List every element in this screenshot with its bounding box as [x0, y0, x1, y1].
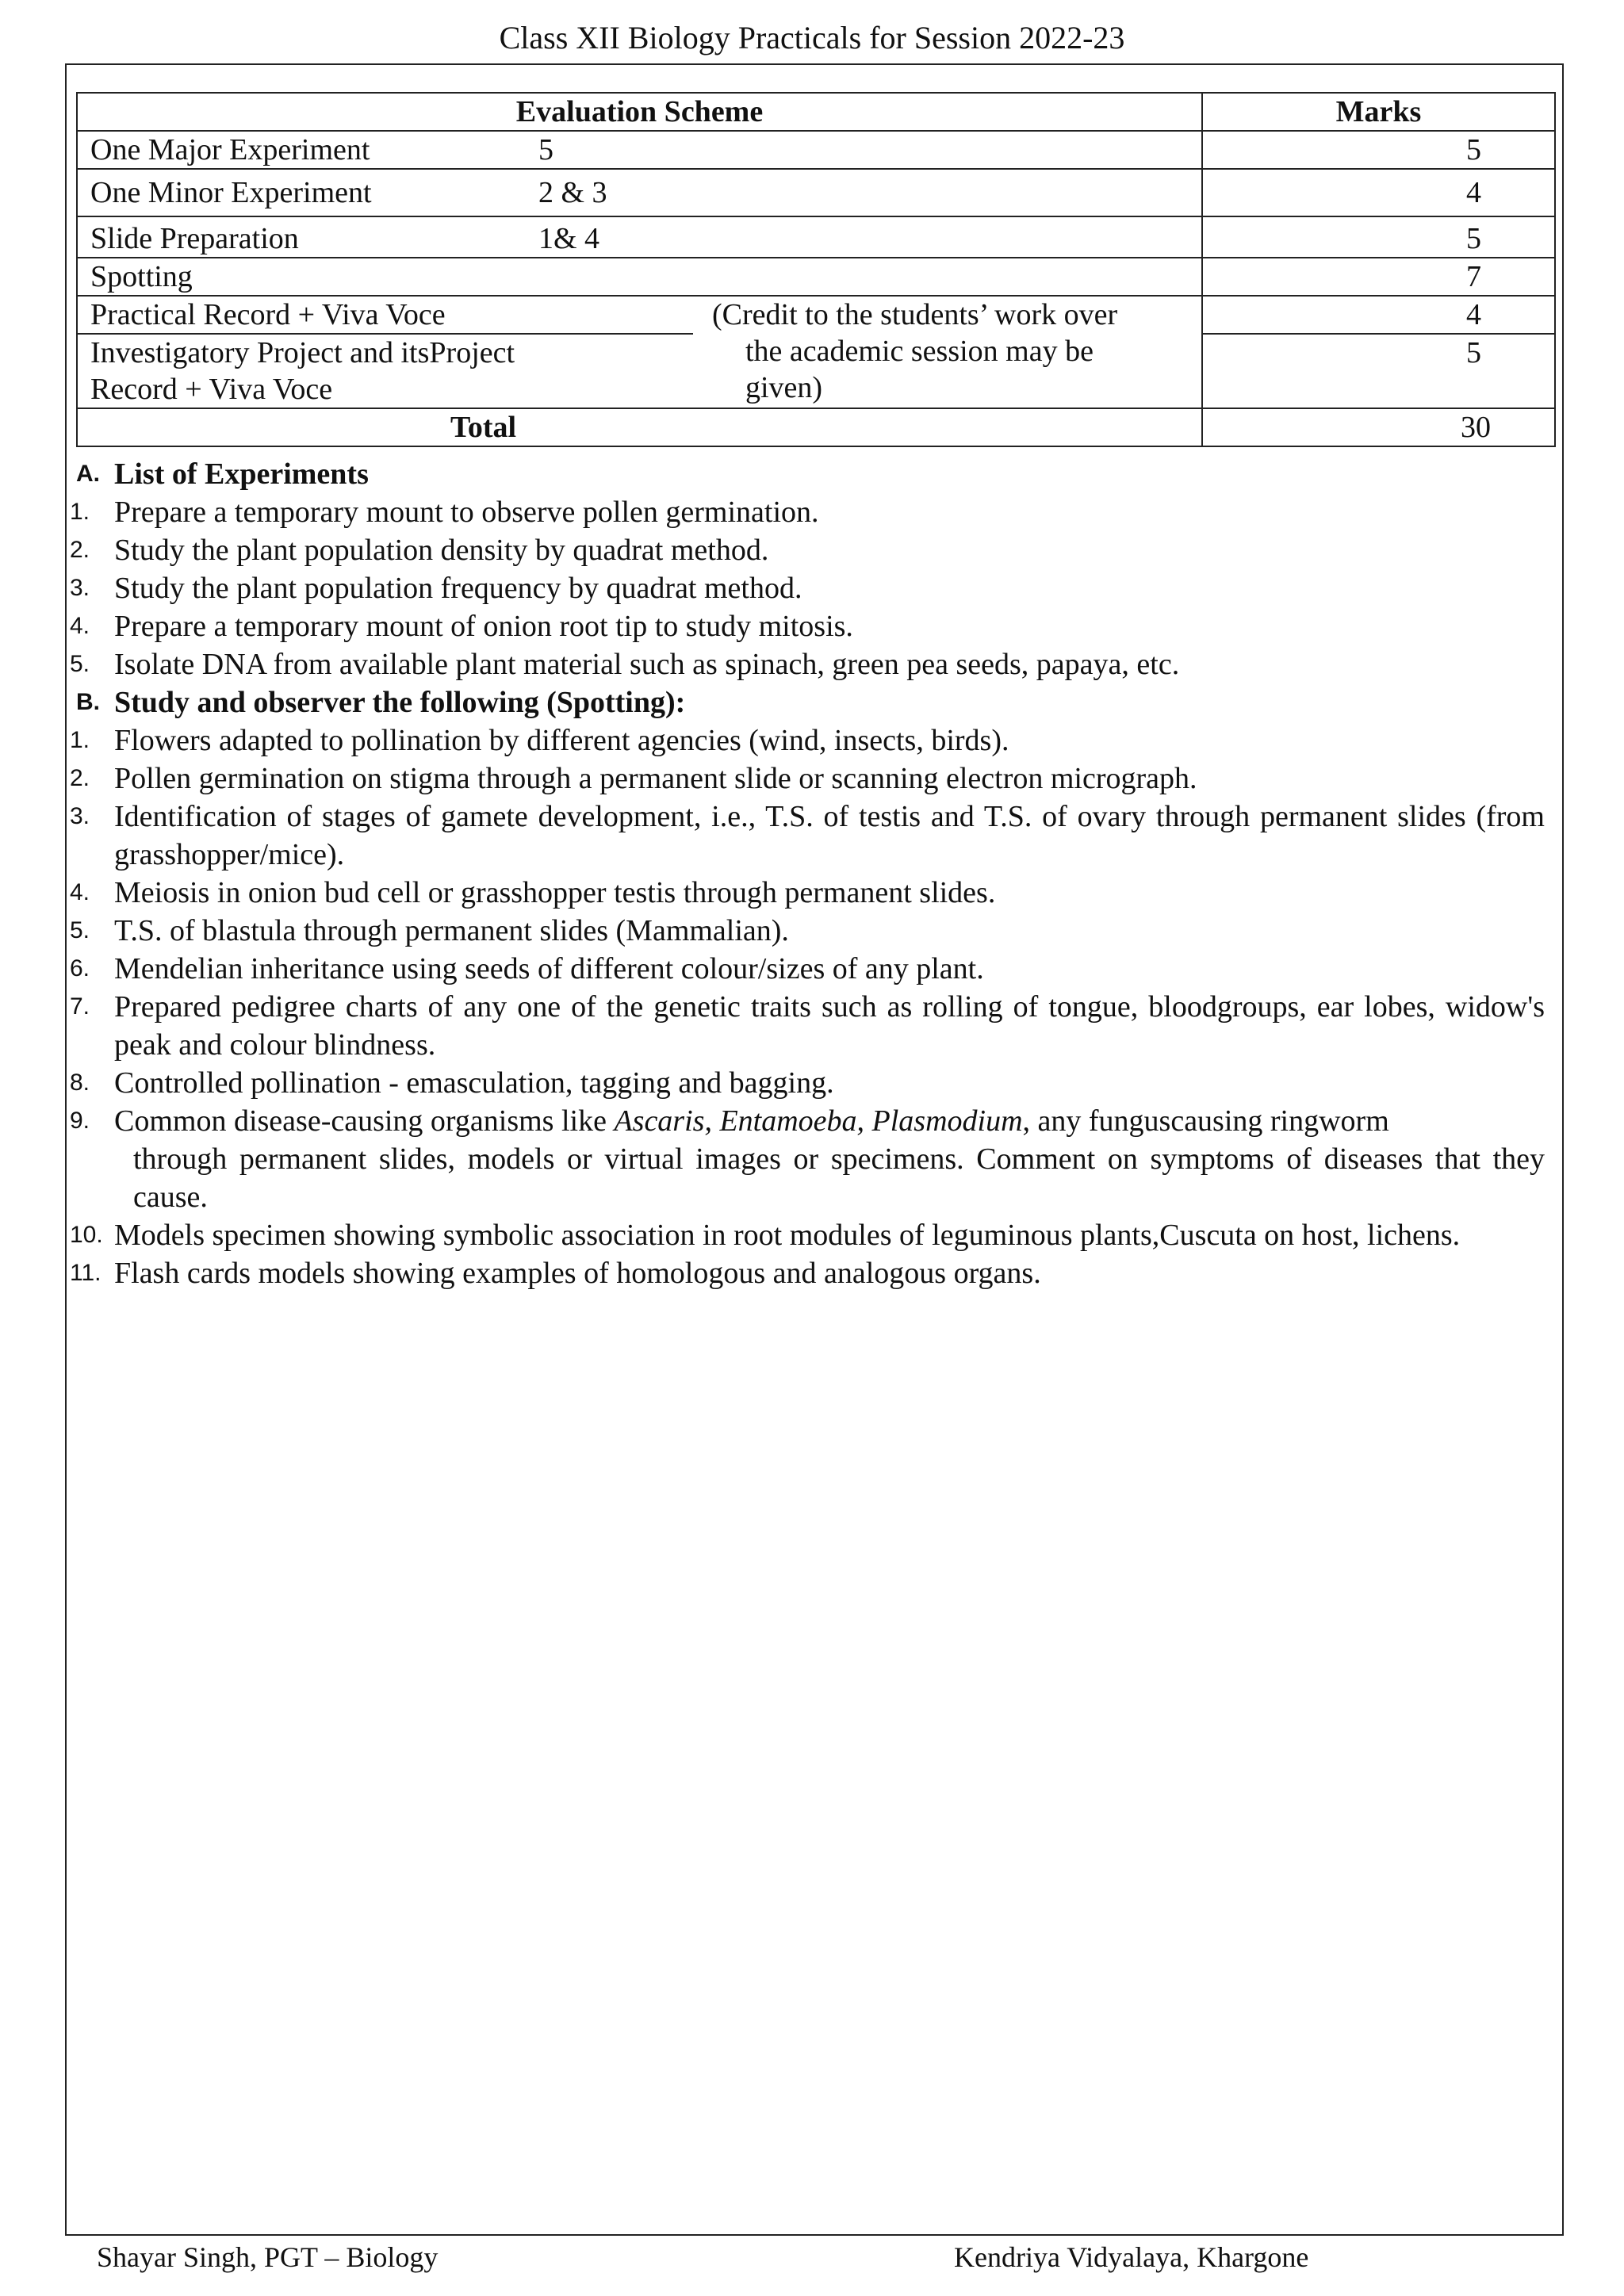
credit-note-line-1: (Credit to the students’ work over — [712, 298, 1118, 331]
item-text: T.S. of blastula through permanent slides (Mammalian). — [114, 914, 789, 947]
list-item — [70, 569, 1545, 607]
item-number: 8. — [70, 1070, 90, 1096]
table-row-record-project — [77, 296, 1555, 408]
item-number: 5. — [70, 917, 90, 943]
item-text: Mendelian inheritance using seeds of different colour/sizes of any plant. — [114, 952, 984, 985]
row-label: One Major Experiment — [90, 133, 370, 166]
item-text: Models specimen showing symbolic association in root modules of leguminous plants,Cuscuta on host, lichens. — [114, 1219, 1461, 1252]
total-marks: 30 — [1202, 408, 1555, 446]
credit-note-line-3: given) — [745, 371, 823, 404]
item-text: Prepared pedigree charts of any one of the genetic traits such as rolling of tongue, bloodgroups, ear lobes, widow's peak and colour blindness. — [114, 990, 1545, 1062]
item-number: 4. — [70, 879, 90, 905]
list-item — [70, 645, 1545, 683]
item-number: 2. — [70, 765, 90, 791]
item-number: 3. — [70, 575, 90, 601]
section-a-heading — [70, 455, 1545, 493]
item-text: Study the plant population frequency by quadrat method. — [114, 572, 802, 605]
list-item — [70, 874, 1545, 912]
item-text: Controlled pollination - emasculation, tagging and bagging. — [114, 1066, 834, 1100]
list-item — [70, 950, 1545, 988]
list-item — [70, 493, 1545, 531]
section-letter: B. — [76, 689, 100, 715]
item-number: 7. — [70, 993, 90, 1020]
list-item — [70, 1102, 1545, 1216]
credit-note-line-2: the academic session may be — [745, 335, 1094, 368]
list-item — [70, 721, 1545, 760]
credit-note — [712, 297, 1156, 406]
item-number: 2. — [70, 537, 90, 563]
section-b-heading — [70, 683, 1545, 721]
total-label: Total — [77, 408, 1202, 446]
record-label: Practical Record + Viva Voce — [78, 297, 693, 335]
item-text: Flash cards models showing examples of homologous and analogous organs. — [114, 1257, 1041, 1290]
marks-header: Marks — [1202, 93, 1555, 131]
list-item — [70, 1216, 1545, 1254]
item-number: 11. — [70, 1260, 102, 1286]
row-experiment: 2 & 3 — [538, 176, 607, 209]
item-number: 1. — [70, 499, 90, 525]
item-text — [114, 1102, 1545, 1216]
item-text: Identification of stages of gamete development, i.e., T.S. of testis and T.S. of ovary through permanent slides (from grasshopper/mice). — [114, 800, 1545, 871]
item-text: Prepare a temporary mount to observe pollen germination. — [114, 496, 819, 529]
list-item — [70, 1254, 1545, 1292]
list-item — [70, 988, 1545, 1064]
item-text-post: , any funguscausing ringworm — [1022, 1104, 1389, 1138]
item-number: 1. — [70, 727, 90, 753]
list-item — [70, 1064, 1545, 1102]
section-title: List of Experiments — [114, 457, 369, 491]
page-title: Class XII Biology Practicals for Session 2022-23 — [499, 20, 1125, 55]
list-item — [70, 760, 1545, 798]
table-row — [77, 131, 1555, 169]
item-text: Pollen germination on stigma through a permanent slide or scanning electron micrograph. — [114, 762, 1197, 795]
item-text: Isolate DNA from available plant material such as spinach, green pea seeds, papaya, etc. — [114, 648, 1180, 681]
item-text: Meiosis in onion bud cell or grasshopper testis through permanent slides. — [114, 876, 996, 909]
list-item — [70, 531, 1545, 569]
table-row — [77, 216, 1555, 258]
row-experiment: 1& 4 — [538, 222, 600, 255]
row-experiment: 5 — [538, 133, 553, 166]
item-text: Study the plant population density by quadrat method. — [114, 534, 769, 567]
item-number: 5. — [70, 651, 90, 677]
project-marks: 5 — [1466, 336, 1481, 369]
content-body — [70, 455, 1545, 1292]
total-row — [77, 408, 1555, 446]
list-item — [70, 798, 1545, 874]
item-text: Prepare a temporary mount of onion root tip to study mitosis. — [114, 610, 853, 643]
list-item — [70, 607, 1545, 645]
item-text-italic-organisms: Ascaris, Entamoeba, Plasmodium — [614, 1104, 1023, 1138]
item-text: Flowers adapted to pollination by different agencies (wind, insects, birds). — [114, 724, 1009, 757]
project-label-line-1: Investigatory Project and itsProject — [90, 336, 515, 369]
item-number: 4. — [70, 613, 90, 639]
project-label-line-2: Record + Viva Voce — [90, 373, 333, 406]
footer-school: Kendriya Vidyalaya, Khargone — [954, 2241, 1309, 2273]
row-marks: 4 — [1202, 169, 1555, 216]
section-letter: A. — [76, 461, 100, 487]
item-text-pre: Common disease-causing organisms like — [114, 1104, 615, 1138]
item-number: 6. — [70, 955, 90, 982]
item-text-continued: through permanent slides, models or virtual images or specimens. Comment on symptoms of diseases that they cause. — [133, 1142, 1545, 1214]
item-number: 9. — [70, 1108, 90, 1134]
row-label: Spotting — [90, 260, 193, 293]
table-row — [77, 169, 1555, 216]
evaluation-table — [76, 92, 1556, 447]
row-marks: 5 — [1202, 131, 1555, 169]
row-marks: 5 — [1202, 216, 1555, 258]
footer-author: Shayar Singh, PGT – Biology — [97, 2241, 439, 2273]
row-label: Slide Preparation — [90, 222, 299, 255]
row-label: One Minor Experiment — [90, 176, 372, 209]
record-marks: 4 — [1203, 297, 1554, 335]
table-row — [77, 258, 1555, 296]
item-number: 3. — [70, 803, 90, 829]
table-header-row — [77, 93, 1555, 131]
list-item — [70, 912, 1545, 950]
scheme-header: Evaluation Scheme — [77, 93, 1202, 131]
section-title: Study and observer the following (Spotting): — [114, 686, 686, 719]
item-number: 10. — [70, 1222, 103, 1248]
row-marks: 7 — [1202, 258, 1555, 296]
